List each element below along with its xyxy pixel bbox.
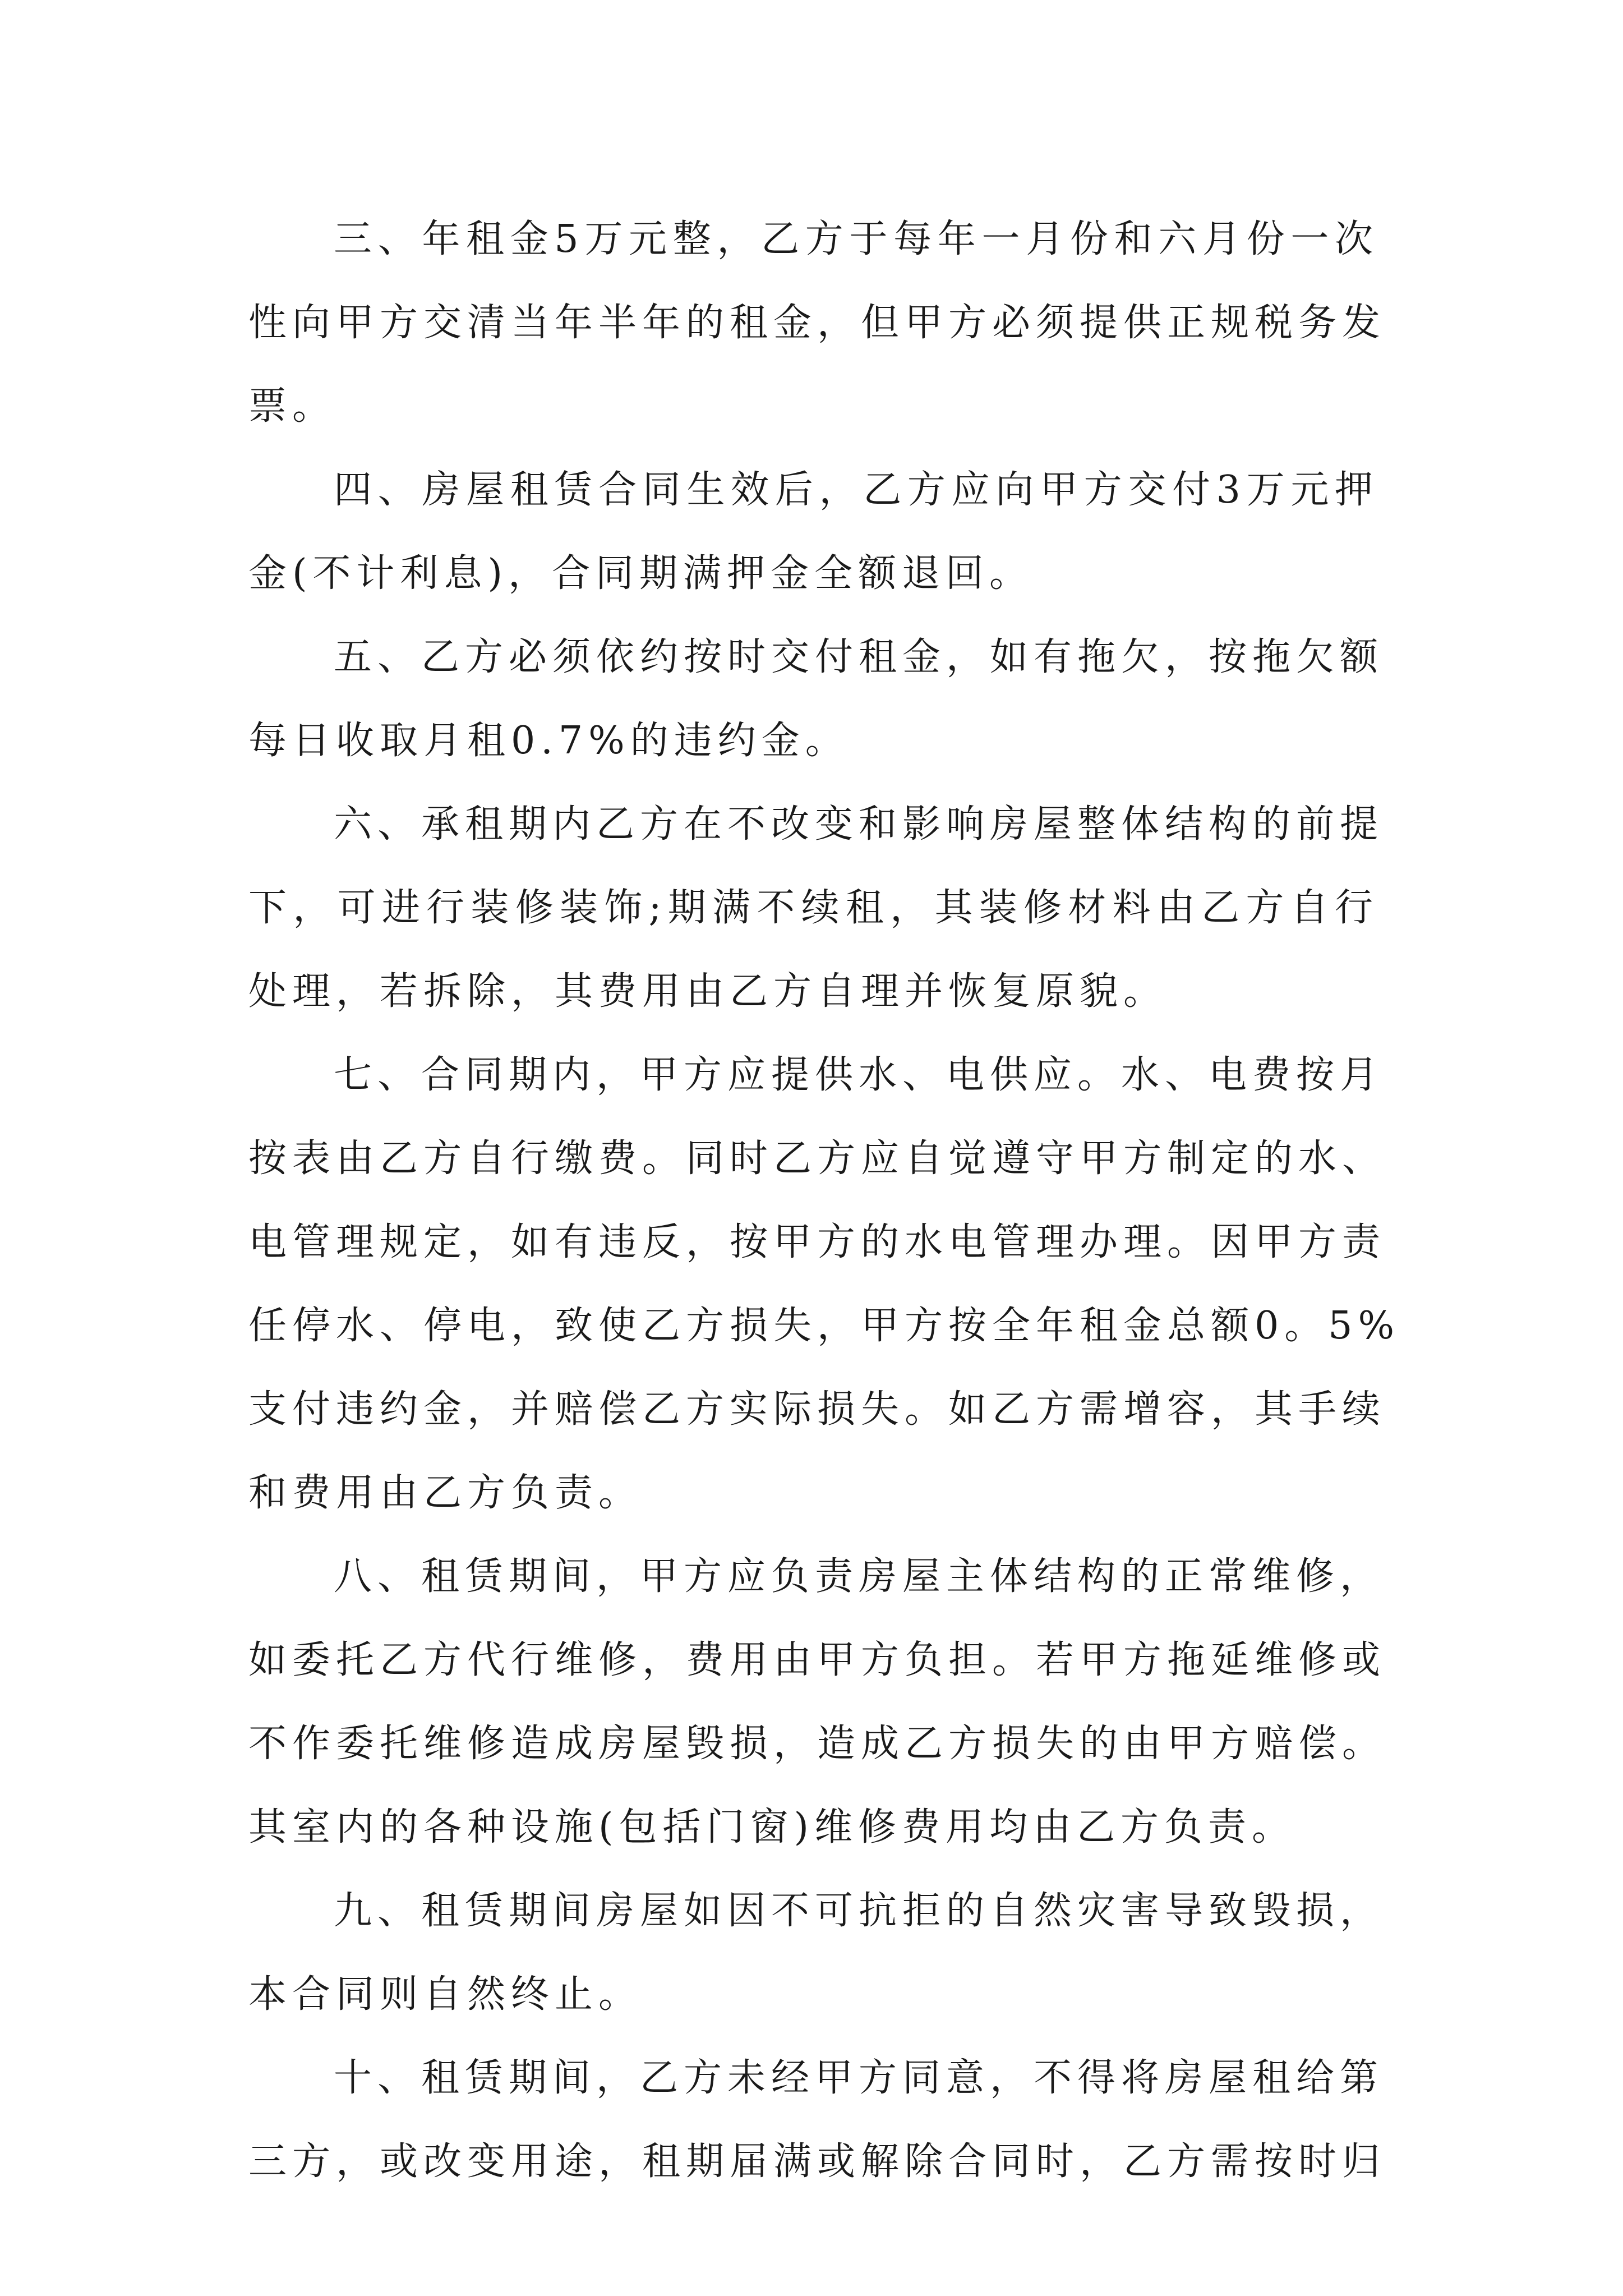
text-line: 每日收取月租0.7%的违约金。: [248, 719, 849, 763]
text-line: 金(不计利息)，合同期满押金全额退回。: [248, 551, 1034, 596]
document-body: [248, 197, 1400, 2203]
text-line: 三方，或改变用途，租期届满或解除合同时，乙方需按时归: [248, 2139, 1386, 2184]
text-line: 本合同则自然终止。: [248, 1972, 643, 2017]
text-line: 五、乙方必须依约按时交付租金，如有拖欠，按拖欠额: [334, 635, 1384, 679]
text-line: 六、承租期内乙方在不改变和影响房屋整体结构的前提: [334, 802, 1384, 846]
text-line: 和费用由乙方负责。: [248, 1471, 643, 1515]
text-line: 处理，若拆除，其费用由乙方自理并恢复原貌。: [248, 969, 1168, 1014]
text-line: 票。: [248, 384, 336, 429]
text-line: 性向甲方交清当年半年的租金，但甲方必须提供正规税务发: [248, 301, 1386, 345]
text-line: 如委托乙方代行维修，费用由甲方负担。若甲方拖延维修或: [248, 1638, 1386, 1682]
clause-4: [248, 448, 1378, 615]
text-line: 其室内的各种设施(包括门窗)维修费用均由乙方负责。: [248, 1805, 1296, 1849]
text-line: 七、合同期内，甲方应提供水、电供应。水、电费按月: [334, 1053, 1384, 1097]
text-line: 九、租赁期间房屋如因不可抗拒的自然灾害导致毁损，: [334, 1889, 1384, 1933]
text-line: 十、租赁期间，乙方未经甲方同意，不得将房屋租给第: [334, 2056, 1384, 2100]
clause-5: [248, 615, 1384, 783]
text-line: 下，可进行装修装饰;期满不续租，其装修材料由乙方自行: [248, 886, 1378, 930]
clause-9: [248, 1869, 1384, 2036]
clause-3: [248, 197, 1386, 448]
text-line: 任停水、停电，致使乙方损失，甲方按全年租金总额0。5%: [248, 1304, 1400, 1348]
text-line: 不作委托维修造成房屋毁损，造成乙方损失的由甲方赔偿。: [248, 1722, 1386, 1766]
clause-7: [248, 1033, 1400, 1535]
text-line: 支付违约金，并赔偿乙方实际损失。如乙方需增容，其手续: [248, 1387, 1386, 1432]
text-line: 三、年租金5万元整，乙方于每年一月份和六月份一次: [334, 217, 1378, 261]
text-line: 按表由乙方自行缴费。同时乙方应自觉遵守甲方制定的水、: [248, 1137, 1386, 1181]
text-line: 四、房屋租赁合同生效后，乙方应向甲方交付3万元押: [334, 468, 1378, 512]
clause-10: [248, 2036, 1386, 2203]
text-line: 电管理规定，如有违反，按甲方的水电管理办理。因甲方责: [248, 1220, 1386, 1264]
clause-6: [248, 783, 1384, 1033]
text-line: 八、租赁期间，甲方应负责房屋主体结构的正常维修，: [334, 1554, 1384, 1599]
clause-8: [248, 1535, 1386, 1869]
